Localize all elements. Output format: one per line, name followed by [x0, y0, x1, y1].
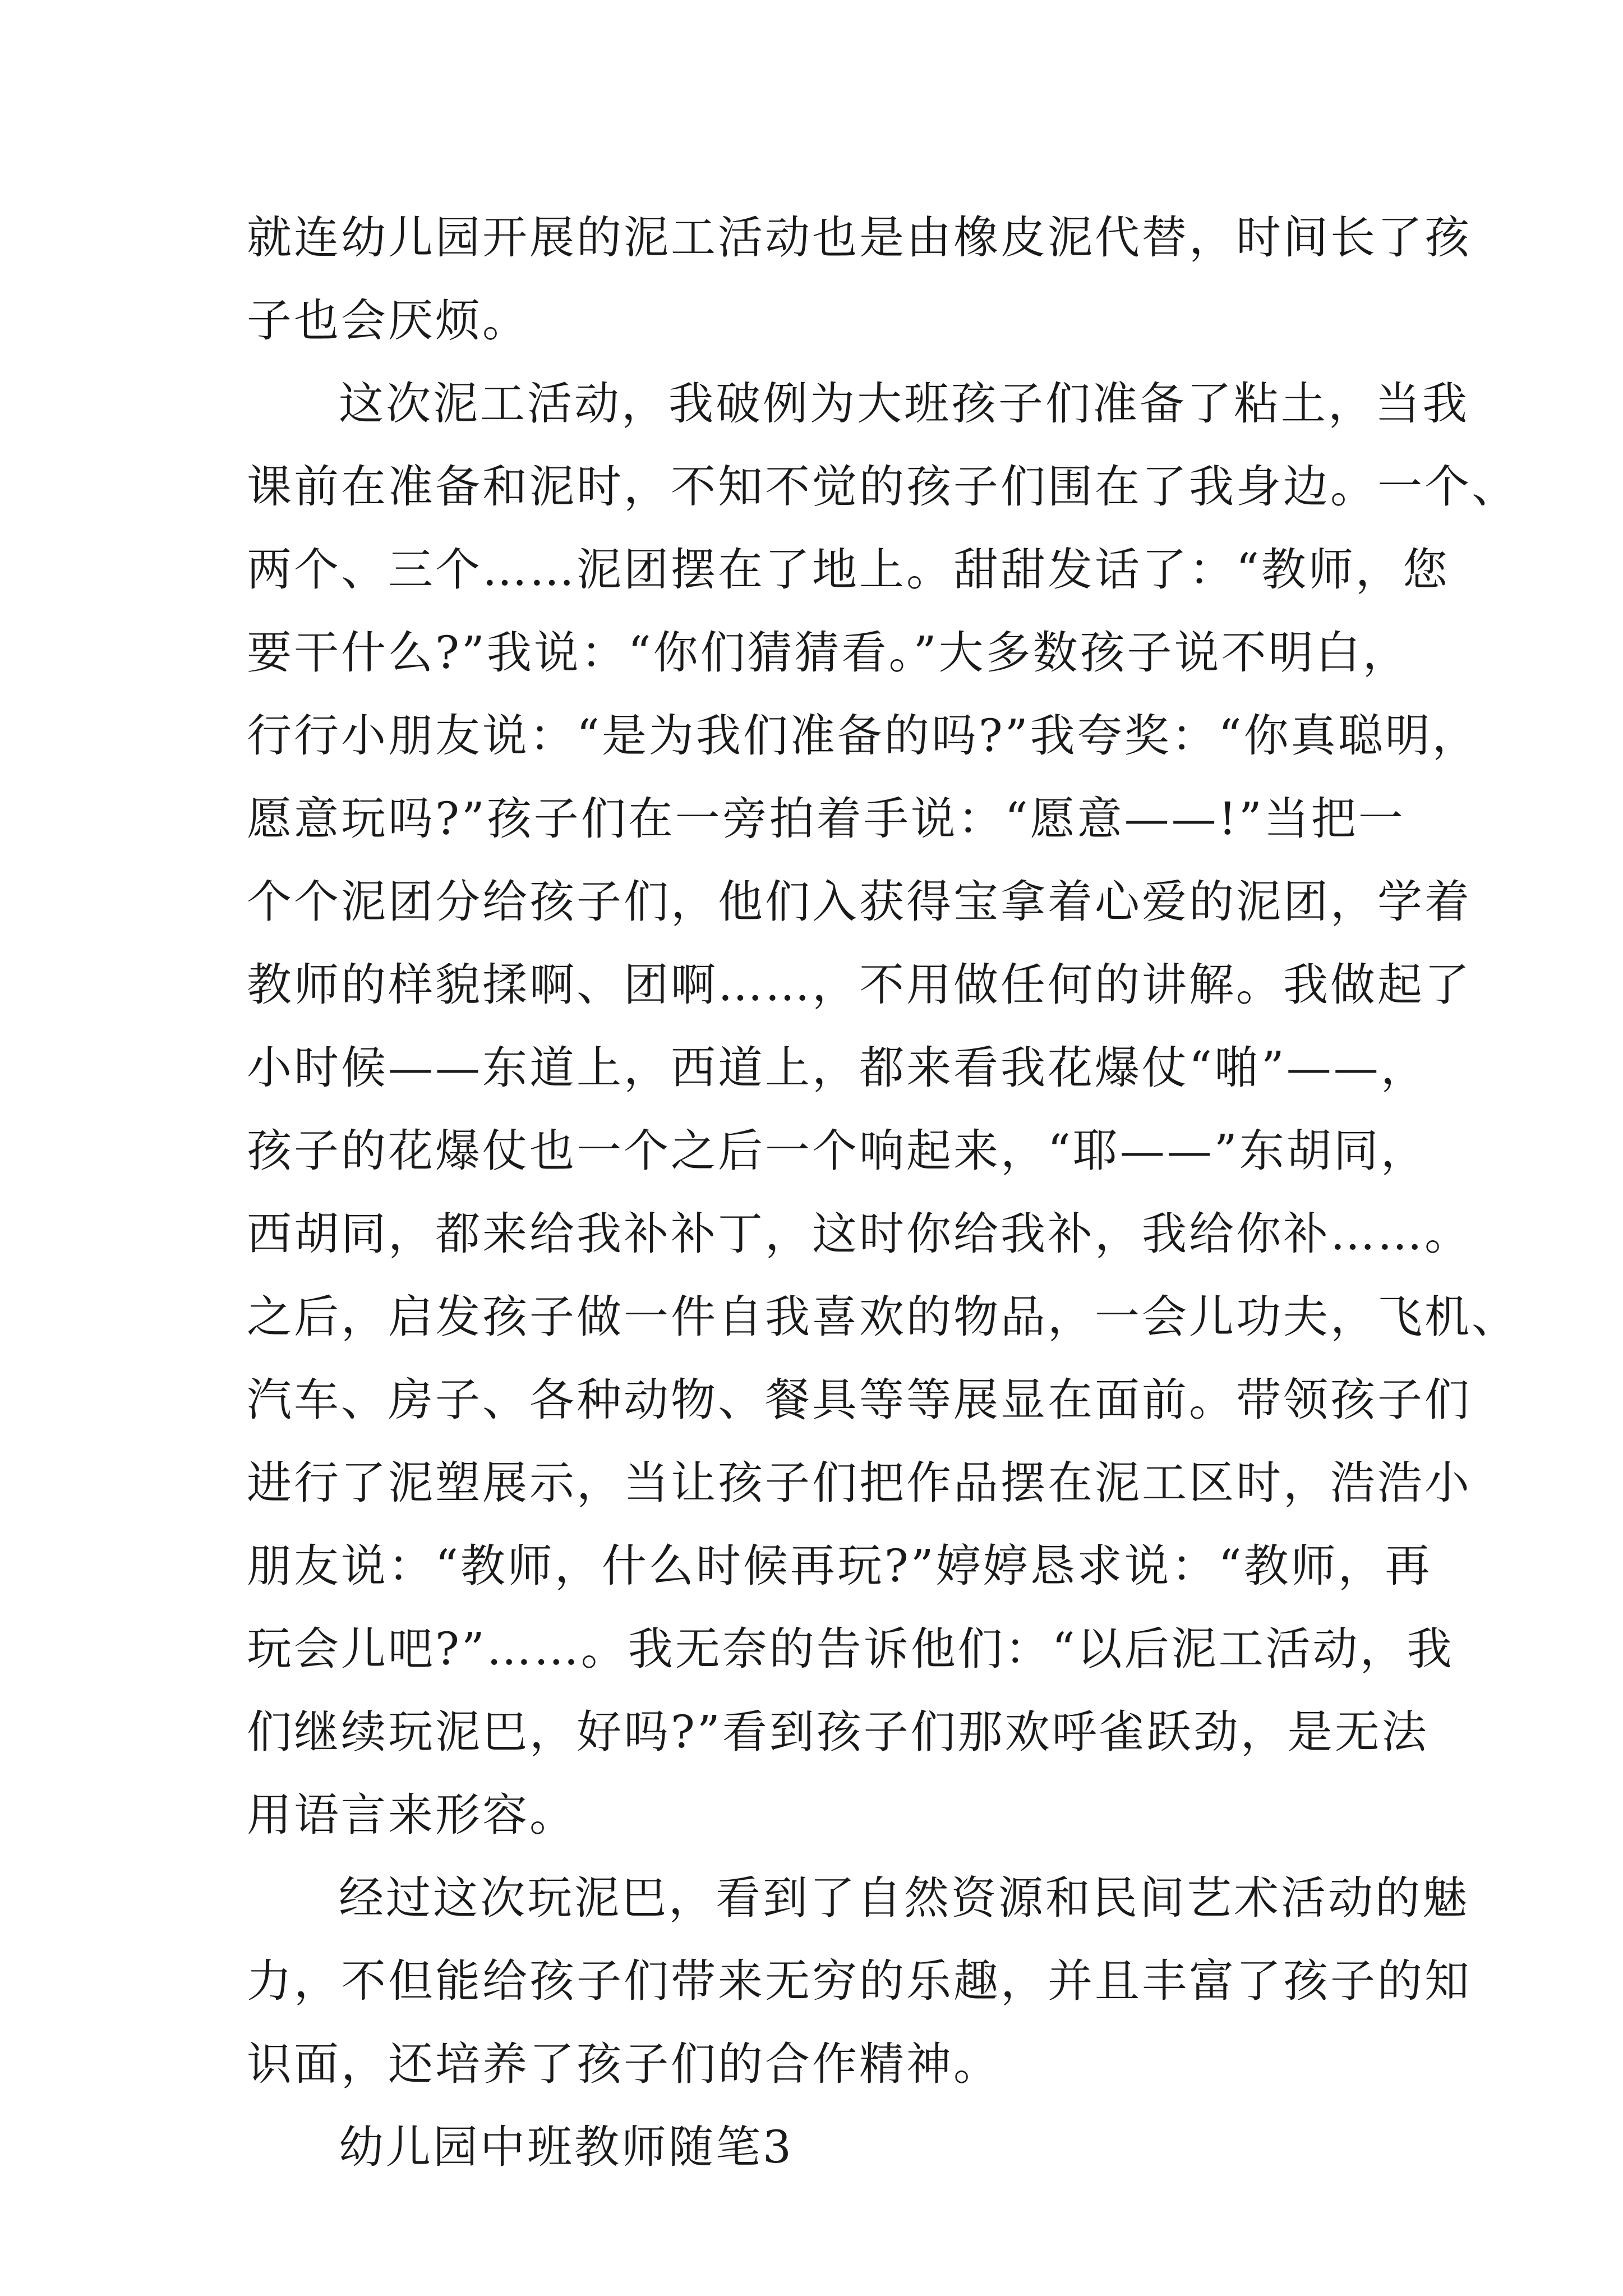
text-line: 们继续玩泥巴，好吗?”看到孩子们那欢呼雀跃劲，是无法 — [247, 1706, 1429, 1758]
text-line: 个个泥团分给孩子们，他们入获得宝拿着心爱的泥团，学着 — [247, 876, 1472, 928]
text-line: 愿意玩吗?”孩子们在一旁拍着手说：“愿意——!”当把一 — [247, 793, 1405, 845]
text-line: 两个、三个……泥团摆在了地上。甜甜发话了：“教师，您 — [247, 544, 1450, 596]
text-line: 汽车、房子、各种动物、餐具等等展显在面前。带领孩子们 — [247, 1374, 1472, 1426]
text-line: 课前在准备和泥时，不知不觉的孩子们围在了我身边。一个、 — [247, 461, 1519, 513]
text-line: 行行小朋友说：“是为我们准备的吗?”我夸奖：“你真聪明， — [247, 710, 1479, 762]
text-line: 玩会儿吧?”……。我无奈的告诉他们：“以后泥工活动，我 — [247, 1623, 1454, 1675]
text-line: 进行了泥塑展示，当让孩子们把作品摆在泥工区时，浩浩小 — [247, 1457, 1472, 1509]
text-line: 孩子的花爆仗也一个之后一个响起来，“耶——”东胡同， — [247, 1125, 1428, 1177]
section-heading: 幼儿园中班教师随笔3 — [339, 2121, 794, 2173]
text-line: 就连幼儿园开展的泥工活动也是由橡皮泥代替，时间长了孩 — [247, 211, 1472, 264]
text-line: 西胡同，都来给我补补丁，这时你给我补，我给你补……。 — [247, 1208, 1472, 1260]
text-line: 经过这次玩泥巴，看到了自然资源和民间艺术活动的魅 — [339, 1872, 1469, 1924]
text-line: 力，不但能给孩子们带来无穷的乐趣，并且丰富了孩子的知 — [247, 1955, 1472, 2007]
body-text — [247, 196, 1519, 2189]
text-line: 用语言来形容。 — [247, 1789, 577, 1841]
text-line: 教师的样貌揉啊、团啊……，不用做任何的讲解。我做起了 — [247, 959, 1472, 1011]
text-line: 要干什么?”我说：“你们猜猜看。”大多数孩子说不明白， — [247, 627, 1410, 679]
text-line: 子也会厌烦。 — [247, 295, 529, 347]
text-line: 小时候——东道上，西道上，都来看我花爆仗“啪”——， — [247, 1042, 1428, 1094]
text-line: 识面，还培养了孩子们的合作精神。 — [247, 2038, 1000, 2090]
text-line: 朋友说：“教师，什么时候再玩?”婷婷恳求说：“教师，再 — [247, 1540, 1432, 1592]
text-line: 之后，启发孩子做一件自我喜欢的物品，一会儿功夫，飞机、 — [247, 1291, 1519, 1343]
text-line: 这次泥工活动，我破例为大班孩子们准备了粘土，当我 — [339, 378, 1469, 430]
